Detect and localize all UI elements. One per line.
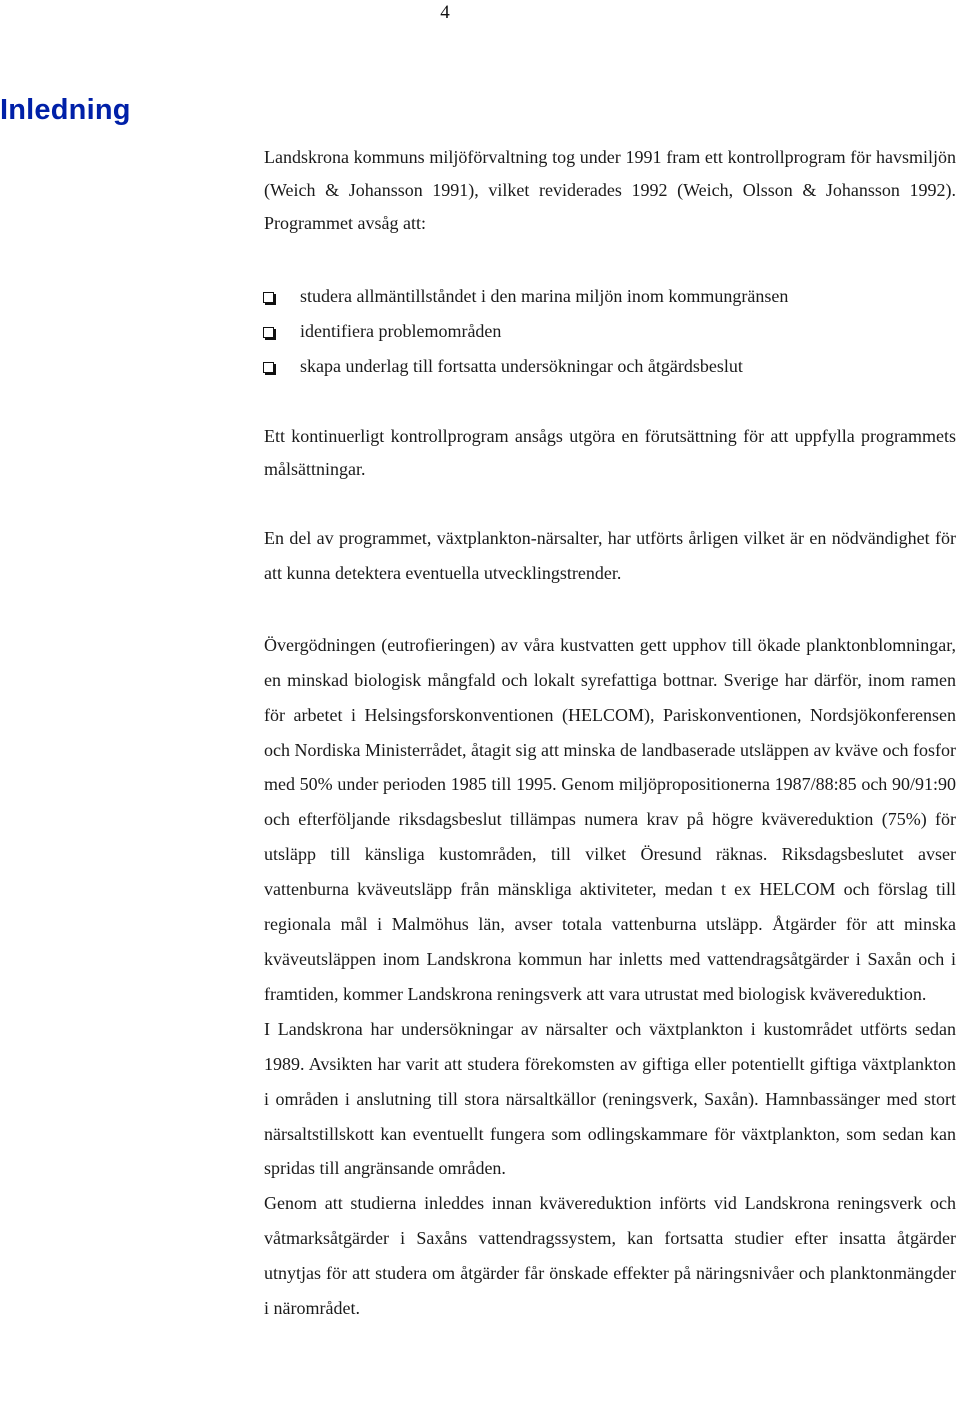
paragraph: I Landskrona har undersökningar av närsalter och växtplankton i kustområdet utförts sedan 1989. Avsikten har varit att studera förekomsten av giftiga eller potentiellt giftiga växtplankton i områden i anslutning till stora närsaltkällor (reningsverk, Saxån). Hamnbassänger med stort närsaltstillskott kan eventuellt fungera som odlingskammare för växtplankton, som sedan kan spridas till angränsande områden. (264, 1018, 956, 1179)
intro-paragraph: Landskrona kommuns miljöförvaltning tog under 1991 fram ett kontrollprogram för havsmiljön (Weich & Johansson 1991), vilket reviderades 1992 (Weich, Olsson & Johansson 1992). Programmet avsåg att: (264, 147, 956, 233)
list-item (264, 279, 956, 314)
paragraph: Ett kontinuerligt kontrollprogram ansågs utgöra en förutsättning för att uppfylla programmets målsättningar. (264, 426, 956, 479)
list-item-text: skapa underlag till fortsatta undersökningar och åtgärdsbeslut (300, 356, 743, 376)
checkbox-bullet-icon (263, 327, 274, 338)
list-item-text: studera allmäntillståndet i den marina miljön inom kommungränsen (300, 286, 789, 306)
section-heading: Inledning (0, 94, 131, 126)
list-item-text: identifiera problemområden (300, 321, 502, 341)
paragraph: En del av programmet, växtplankton-närsalter, har utförts årligen vilket är en nödvändighet för att kunna detektera eventuella utvecklingstrender. (264, 528, 956, 583)
paragraph: Genom att studierna inleddes innan kvävereduktion införts vid Landskrona reningsverk och våtmarksåtgärder i Saxåns vattendragssystem, kan fortsatta studier efter insatta åtgärder utnytjas för att studera om åtgärder får önskade effekter på näringsnivåer och planktonmängder i närområdet. (264, 1193, 956, 1319)
list-item (264, 349, 956, 384)
body-text (264, 141, 956, 1326)
goal-list (264, 279, 956, 384)
paragraph: Övergödningen (eutrofieringen) av våra kustvatten gett upphov till ökade planktonblomningar, en minskad biologisk mångfald och lokalt syrefattiga bottnar. Sverige har därför, inom ramen för arbetet i Helsingsforskonventionen (HELCOM), Pariskonventionen, Nordsjökonferensen och Nordiska Ministerrådet, åtagit sig att minska de landbaserade utsläppen av kväve och fosfor med 50% under perioden 1985 till 1995. Genom miljöpropositionerna 1987/88:85 och 90/91:90 och efterföljande riksdagsbeslut tillämpas numera krav på högre kvävereduktion (75%) för utsläpp till känsliga kustområden, till vilket Öresund räknas. Riksdagsbeslutet avser vattenburna kväveutsläpp från mänskliga aktiviteter, medan t ex HELCOM och förslag till regionala mål i Malmöhus län, avser totala vattenburna utsläpp. Åtgärder för att minska kväveutsläppen inom Landskrona kommun har inletts med vattendragsåtgärder i Saxån och i framtiden, kommer Landskrona reningsverk att vara utrustat med biologisk kvävereduktion. (264, 634, 956, 1004)
checkbox-bullet-icon (263, 292, 274, 303)
page-number: 4 (440, 2, 450, 23)
list-item (264, 314, 956, 349)
checkbox-bullet-icon (263, 362, 274, 373)
